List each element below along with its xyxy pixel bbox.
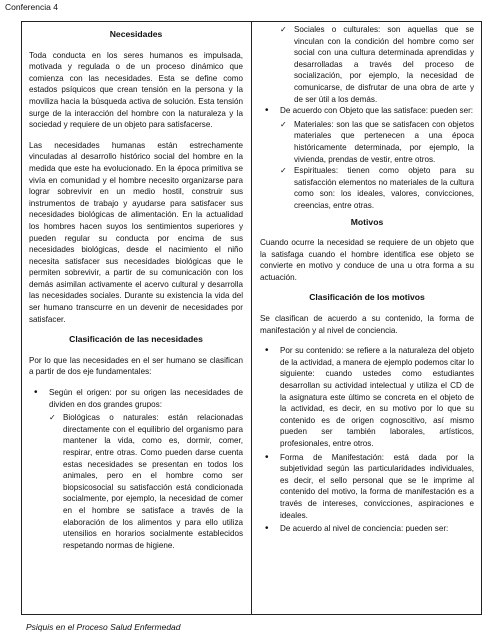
- left-column: [29, 24, 243, 551]
- bullet-objeto: • De acuerdo con Objeto que las satisface: pueden ser:: [260, 105, 474, 117]
- bullet-conciencia: • De acuerdo al nivel de conciencia: pueden ser:: [260, 523, 474, 535]
- page-footer: Psiquis en el Proceso Salud Enfermedad: [26, 622, 181, 632]
- check-espirituales: ✓ Espirituales: tienen como objeto para su satisfacción elementos no materiales de la cultura como son: los ideales, valores, convicciones, creencias, entre otras.: [260, 165, 474, 211]
- paragraph-motivos: Cuando ocurre la necesidad se requiere de un objeto que la satisfaga cuando el hombre identifica ese objeto se convierte en motivo y conduce de una u otra forma a su actuación.: [260, 238, 474, 282]
- paragraph-clasificacion-intro: Por lo que las necesidades en el ser humano se clasifican a partir de dos eje fundamentales:: [29, 355, 243, 377]
- bullet-manifestacion: • Forma de Manifestación: está dada por la subjetividad según las particularidades individuales, es decir, el sello personal que se le imprime al contenido del motivo, la forma de manifestación es a través de intereses, convicciones, aspiraciones e ideales.: [260, 452, 474, 522]
- bullet-origen: • Según el origen: por su origen las necesidades de dividen en dos grandes grupos:: [29, 387, 243, 410]
- heading-necesidades: Necesidades: [109, 29, 163, 39]
- paragraph-motivos-intro: Se clasifican de acuerdo a su contenido, la forma de manifestación y al nivel de conciencia.: [260, 314, 474, 335]
- heading-motivos: Motivos: [350, 216, 384, 227]
- check-biologicas: ✓ Biológicas o naturales: están relacionadas directamente con el equilibrio del organismo para mantener la vida, como es, dormir, comer, respirar, entre otras. Como pueden darse cuenta estas necesidades se presentan en todos los animales, pero en el hombre como ser biopsicosocial su satisfacción está condicionada socialmente, por ejemplo, la necesidad de comer en el hombre se satisface a través de la elaboración de los alimentos y para ello utiliza utensilios en horarios socialmente establecidos respetando normas de higiene.: [29, 412, 243, 551]
- paragraph-history: Las necesidades humanas están estrechamente vinculadas al desarrollo histórico social del hombre en la medida que este ha evolucionado. En la época primitiva se vivía en comunidad y el hombre necesito organizarse para lograr sobrevivir en un medio hostil, construir sus instrumentos de trabajo y ayudarse para satisfacer sus necesidades biológicas de alimentación. En la actualidad los hombres hacen suyos los sentimientos superiores y pueden regular su conducta por encima de sus necesidades biológicas, desde el nacimiento el niño necesita satisfacer sus necesidades biológicas que le permiten sobrevivir, a partir de su comunicación con los demás asimilan activamente el acervo cultural y desarrolla las necesidades sociales. Durante su existencia la vida del ser humano transcurre en un devenir de necesidades por satisfacer.: [29, 140, 243, 324]
- column-divider: [251, 21, 252, 615]
- needs-list: [29, 387, 243, 551]
- heading-clasificacion-motivos: Clasificación de los motivos: [309, 292, 425, 303]
- right-column: [260, 24, 474, 537]
- heading-clasificacion-necesidades: Clasificación de las necesidades: [69, 334, 203, 345]
- needs-list-continued: [260, 24, 474, 212]
- motives-list: [260, 345, 474, 535]
- page-header: Conferencia 4: [5, 2, 58, 12]
- paragraph-definition: Toda conducta en los seres humanos es impulsada, motivada y regulada o de un proceso dinámico que comienza con las necesidades. Esta se define como estados psíquicos que crean tensión en la persona y la moviliza hacia la búsqueda activa de solución. Esta tensión surge de la interacción del hombre con la naturaleza y la sociedad y requiere de un objeto para satisfacerse.: [29, 50, 243, 130]
- check-sociales: ✓ Sociales o culturales: son aquellas que se vinculan con la condición del hombre como ser social con una cultura determinada aprendidas y desarrolladas a través del proceso de socialización, por ejemplo, la necesidad de comunicarse, de disfrutar de una obra de arte y de ser útil a los demás.: [260, 24, 474, 105]
- bullet-contenido: • Por su contenido: se refiere a la naturaleza del objeto de la actividad, a manera de ejemplo podemos citar lo siguiente: cuando ustedes como estudiantes desarrollan su actividad intelectual y utiliza el CD de la asignatura este último se concreta en el objeto de la actividad, es decir, en su motivo por lo que su contenido es de origen cognoscitivo, así mismo pueden ser también laborales, artísticos, profesionales, entre otros.: [260, 345, 474, 449]
- check-materiales: ✓ Materiales: son las que se satisfacen con objetos materiales que pertenecen a una época históricamente determinada, por ejemplo, la vivienda, prendas de vestir, entre otros.: [260, 119, 474, 165]
